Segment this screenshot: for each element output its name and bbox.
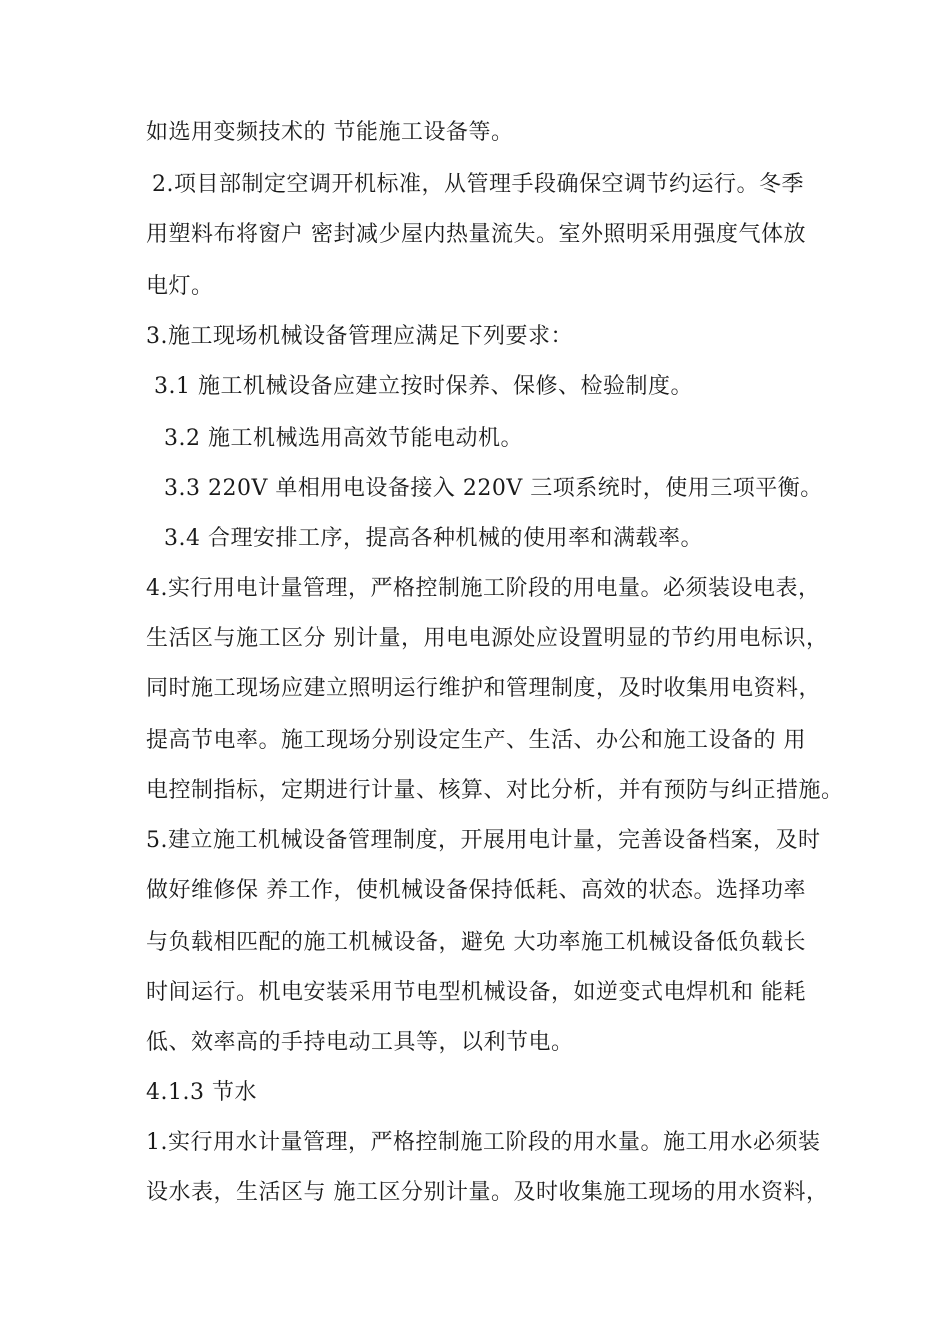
text-line-14: 电控制指标，定期进行计量、核算、对比分析，并有预防与纠正措施。: [146, 778, 844, 803]
text-line-11: 生活区与施工区分 别计量，用电电源处应设置明显的节约用电标识，: [146, 626, 829, 651]
text-line-22: 设水表，生活区与 施工区分别计量。及时收集施工现场的用水资料，: [146, 1180, 829, 1205]
text-line-7: 3.2 施工机械选用高效节能电动机。: [164, 426, 523, 451]
text-line-19: 低、效率高的手持电动工具等，以利节电。: [146, 1030, 574, 1055]
text-line-16: 做好维修保 养工作，使机械设备保持低耗、高效的状态。选择功率: [146, 878, 806, 903]
text-line-13: 提高节电率。施工现场分别设定生产、生活、办公和施工设备的 用: [146, 728, 806, 753]
text-line-5: 3.施工现场机械设备管理应满足下列要求：: [146, 324, 573, 349]
text-line-15: 5.建立施工机械设备管理制度，开展用电计量，完善设备档案，及时: [146, 828, 821, 853]
text-line-4: 电灯。: [146, 274, 214, 299]
text-line-21: 1.实行用水计量管理，严格控制施工阶段的用水量。施工用水必须装: [146, 1130, 821, 1155]
text-line-18: 时间运行。机电安装采用节电型机械设备，如逆变式电焊机和 能耗: [146, 980, 806, 1005]
text-line-8: 3.3 220V 单相用电设备接入 220V 三项系统时，使用三项平衡。: [164, 476, 823, 501]
text-line-12: 同时施工现场应建立照明运行维护和管理制度，及时收集用电资料，: [146, 676, 822, 701]
text-line-2: 2.项目部制定空调开机标准，从管理手段确保空调节约运行。冬季: [152, 172, 804, 197]
text-line-17: 与负载相匹配的施工机械设备，避免 大功率施工机械设备低负载长: [146, 930, 806, 955]
text-line-1: 如选用变频技术的 节能施工设备等。: [146, 120, 514, 145]
text-line-3: 用塑料布将窗户 密封减少屋内热量流失。室外照明采用强度气体放: [146, 222, 806, 247]
text-line-10: 4.实行用电计量管理，严格控制施工阶段的用电量。必须装设电表，: [146, 576, 821, 601]
section-heading: 4.1.3 节水: [146, 1080, 257, 1105]
text-line-9: 3.4 合理安排工序，提高各种机械的使用率和满载率。: [164, 526, 703, 551]
text-line-6: 3.1 施工机械设备应建立按时保养、保修、检验制度。: [154, 374, 693, 399]
